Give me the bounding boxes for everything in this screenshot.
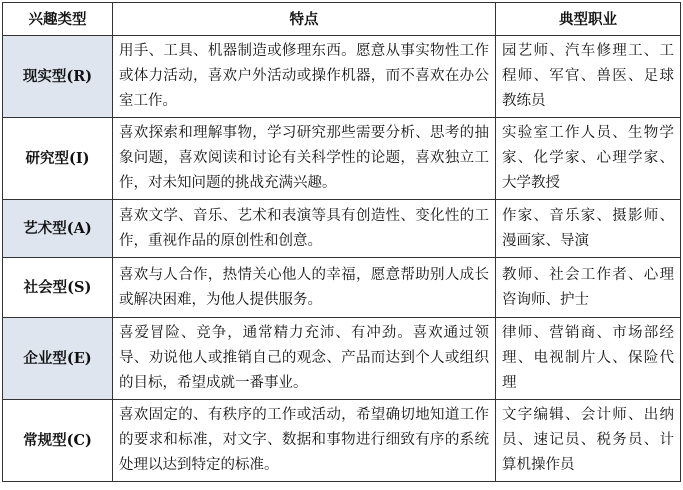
row-traits: 喜欢固定的、有秩序的工作或活动，希望确切地知道工作的要求和标准，对文字、数据和事物进行细致有序的系统处理以达到特定的标准。 [113,400,496,482]
table-row [3,318,681,400]
interest-type-table [2,2,681,482]
row-traits: 用手、工具、机器制造或修理东西。愿意从事实物性工作或体力活动，喜欢户外活动或操作机器，而不喜欢在办公室工作。 [113,36,496,118]
row-jobs: 园艺师、汽车修理工、工程师、军官、兽医、足球教练员 [496,36,681,118]
row-type: 常规型(C) [3,400,113,482]
row-jobs: 教师、社会工作者、心理咨询师、护士 [496,258,681,318]
row-traits: 喜爱冒险、竞争，通常精力充沛、有冲劲。喜欢通过领导、劝说他人或推销自己的观念、产品而达到个人或组织的目标，希望成就一番事业。 [113,318,496,400]
row-jobs: 律师、营销商、市场部经理、电视制片人、保险代理 [496,318,681,400]
table-row [3,258,681,318]
table-row [3,118,681,200]
header-row [3,3,681,36]
row-traits: 喜欢与人合作，热情关心他人的幸福，愿意帮助别人成长或解决困难，为他人提供服务。 [113,258,496,318]
row-jobs: 作家、音乐家、摄影师、漫画家、导演 [496,200,681,258]
table-row [3,400,681,482]
row-traits: 喜欢文学、音乐、艺术和表演等具有创造性、变化性的工作，重视作品的原创性和创意。 [113,200,496,258]
row-jobs: 文字编辑、会计师、出纳员、速记员、税务员、计算机操作员 [496,400,681,482]
header-jobs: 典型职业 [496,3,681,36]
row-jobs: 实验室工作人员、生物学家、化学家、心理学家、大学教授 [496,118,681,200]
table-row [3,36,681,118]
row-type: 社会型(S) [3,258,113,318]
row-traits: 喜欢探索和理解事物，学习研究那些需要分析、思考的抽象问题，喜欢阅读和讨论有关科学性的论题，喜欢独立工作，对未知问题的挑战充满兴趣。 [113,118,496,200]
row-type: 企业型(E) [3,318,113,400]
row-type: 现实型(R) [3,36,113,118]
header-traits: 特点 [113,3,496,36]
header-type: 兴趣类型 [3,3,113,36]
table-row [3,200,681,258]
row-type: 研究型(I) [3,118,113,200]
row-type: 艺术型(A) [3,200,113,258]
